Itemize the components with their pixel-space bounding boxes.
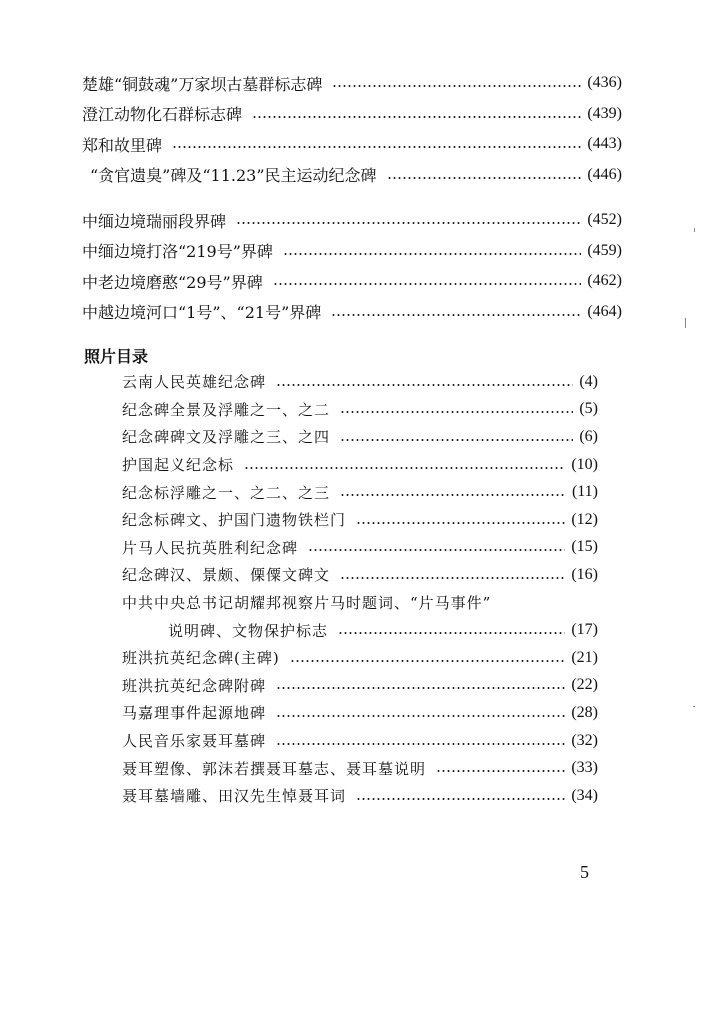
dot-leader	[273, 283, 582, 285]
entry-title: 人民音乐家聂耳墓碑	[122, 732, 267, 751]
toc-entry[interactable]	[122, 782, 598, 810]
entry-page: (28)	[571, 703, 598, 721]
dot-leader	[236, 222, 581, 224]
entry-title: 中缅边境瑞丽段界碑	[82, 211, 227, 231]
toc-entry[interactable]	[82, 205, 622, 236]
entry-title: 中共中央总书记胡耀邦视察片马时题词、“片马事件”	[122, 594, 492, 613]
toc-entry[interactable]	[122, 561, 598, 589]
dot-leader	[252, 116, 581, 118]
entry-title: 班洪抗英纪念碑附碑	[122, 676, 267, 695]
entry-title: 说明碑、文物保护标志	[168, 621, 329, 640]
dot-leader	[436, 770, 565, 772]
dot-leader	[244, 467, 565, 469]
toc-entry[interactable]	[82, 266, 622, 297]
dot-leader	[276, 687, 565, 689]
entry-title: 中老边境磨憨“29号”界碑	[82, 272, 263, 292]
toc-entry[interactable]	[122, 396, 598, 424]
dot-leader	[172, 146, 581, 148]
toc-entry[interactable]	[122, 478, 598, 506]
entry-title: 纪念标碑文、护国门遗物铁栏门	[122, 511, 347, 530]
toc-entry[interactable]	[82, 68, 622, 99]
entry-page: (11)	[571, 483, 598, 501]
toc-entry[interactable]	[82, 236, 622, 267]
entry-page: (452)	[587, 211, 622, 229]
toc-entry[interactable]	[122, 506, 598, 534]
dot-leader	[340, 494, 566, 496]
entry-title: 片马人民抗英胜利纪念碑	[122, 538, 299, 557]
entry-title: 聂耳塑像、郭沫若撰聂耳墓志、聂耳墓说明	[122, 759, 427, 778]
entry-title: “贪官遗臭”碑及“11.23”民主运动纪念碑	[90, 166, 377, 186]
dot-leader	[276, 715, 565, 717]
entry-page: (6)	[579, 427, 598, 445]
entry-title: 纪念标浮雕之一、之二、之三	[122, 483, 331, 502]
dot-leader	[331, 314, 581, 316]
dot-leader	[340, 577, 565, 579]
entry-page: (22)	[571, 676, 598, 694]
entry-page: (459)	[587, 241, 622, 259]
entry-page: (436)	[587, 74, 622, 92]
dot-leader	[276, 743, 565, 745]
scan-speck	[693, 706, 695, 707]
dot-leader	[340, 411, 573, 413]
entry-title: 纪念碑碑文及浮雕之三、之四	[122, 428, 331, 447]
entry-page: (15)	[571, 538, 598, 556]
entry-title: 云南人民英雄纪念碑	[122, 373, 267, 392]
toc-entry[interactable]	[122, 754, 598, 782]
toc-entry-first-line[interactable]	[122, 589, 598, 617]
toc-entry[interactable]	[122, 368, 598, 396]
entry-page: (32)	[571, 731, 598, 749]
entry-page: (21)	[571, 648, 598, 666]
toc-entry[interactable]	[82, 99, 622, 130]
entry-page: (443)	[587, 135, 622, 153]
entry-page: (10)	[571, 455, 598, 473]
entry-page: (17)	[571, 621, 598, 639]
entry-page: (5)	[579, 400, 598, 418]
toc-section-photos	[122, 368, 598, 810]
entry-page: (4)	[579, 372, 598, 390]
dot-leader	[356, 798, 565, 800]
entry-title: 郑和故里碑	[82, 135, 163, 155]
toc-entry[interactable]	[122, 672, 598, 700]
toc-entry-continuation[interactable]	[122, 616, 598, 644]
entry-page: (439)	[587, 104, 622, 122]
dot-leader	[308, 549, 565, 551]
toc-entry[interactable]	[122, 451, 598, 479]
entry-title: 纪念碑全景及浮雕之一、之二	[122, 400, 331, 419]
entry-title: 楚雄“铜鼓魂”万家坝古墓群标志碑	[82, 74, 323, 94]
page-number: 5	[580, 862, 589, 882]
dot-leader	[338, 632, 565, 634]
dot-leader	[356, 522, 565, 524]
entry-page: (34)	[571, 786, 598, 804]
entry-title: 中越边境河口“1号”、“21号”界碑	[82, 303, 322, 323]
entry-title: 聂耳墓墙雕、田汉先生悼聂耳词	[122, 787, 347, 806]
dot-leader	[387, 177, 582, 179]
entry-page: (12)	[571, 510, 598, 528]
toc-entry[interactable]	[82, 160, 622, 191]
photo-list-heading: 照片目录	[84, 347, 149, 366]
entry-title: 护国起义纪念标	[122, 456, 235, 475]
entry-page: (464)	[587, 302, 622, 320]
entry-title: 班洪抗英纪念碑(主碑)	[122, 649, 280, 668]
toc-entry[interactable]	[122, 644, 598, 672]
dot-leader	[290, 660, 566, 662]
entry-page: (446)	[587, 165, 622, 183]
toc-entry[interactable]	[122, 727, 598, 755]
toc-entry[interactable]	[82, 297, 622, 328]
entry-title: 纪念碑汉、景颇、傈僳文碑文	[122, 566, 331, 585]
dot-leader	[340, 439, 573, 441]
entry-title: 马嘉理事件起源地碑	[122, 704, 267, 723]
scan-speck	[694, 228, 695, 232]
toc-entry[interactable]	[122, 699, 598, 727]
entry-page: (16)	[571, 565, 598, 583]
toc-section-monuments	[82, 68, 622, 190]
entry-page: (462)	[587, 272, 622, 290]
entry-page: (33)	[571, 759, 598, 777]
toc-entry[interactable]	[82, 129, 622, 160]
dot-leader	[283, 253, 581, 255]
toc-section-boundary-markers	[82, 205, 622, 327]
scan-speck	[685, 318, 686, 328]
dot-leader	[332, 85, 581, 87]
toc-entry[interactable]	[122, 423, 598, 451]
dot-leader	[276, 384, 573, 386]
entry-title: 澄江动物化石群标志碑	[82, 105, 243, 125]
entry-title: 中缅边境打洛“219号”界碑	[82, 242, 273, 262]
toc-entry[interactable]	[122, 534, 598, 562]
